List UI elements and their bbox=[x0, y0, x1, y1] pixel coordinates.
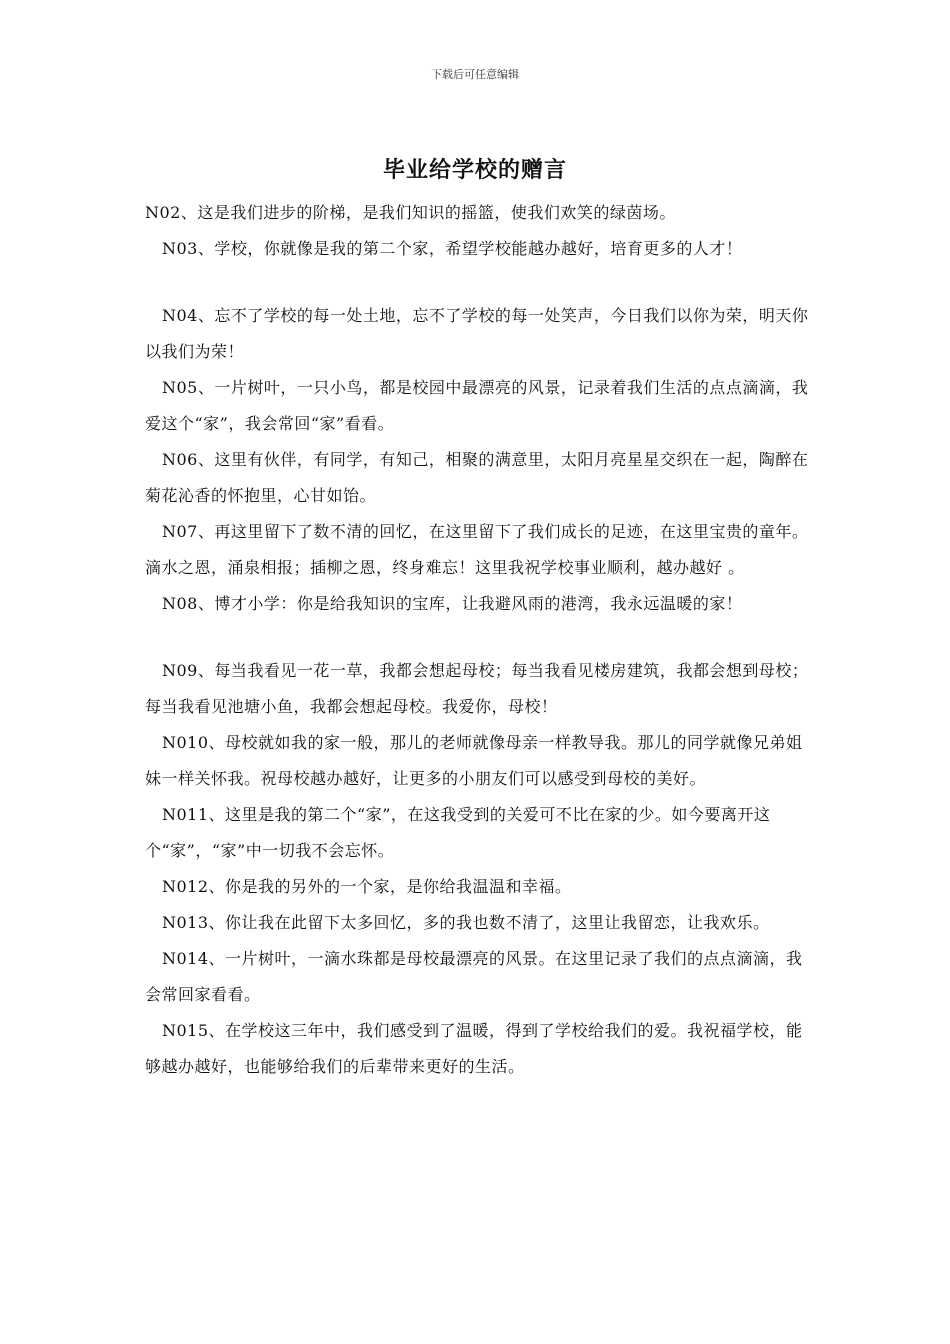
blank-line bbox=[145, 622, 815, 653]
paragraph-n03: N03、学校，你就像是我的第二个家，希望学校能越办越好，培育更多的人才！ bbox=[162, 239, 743, 258]
paragraph-n011: N011、这里是我的第二个“家”，在这我受到的关爱可不比在家的少。如今要离开这个“家”，“家”中一切我不会忘怀。 bbox=[145, 805, 771, 860]
paragraph-n08: N08、博才小学：你是给我知识的宝库，让我避风雨的港湾，我永远温暖的家！ bbox=[162, 594, 743, 613]
paragraph-n013: N013、你让我在此留下太多回忆，多的我也数不清了，这里让我留恋，让我欢乐。 bbox=[162, 913, 770, 932]
paragraph-n04: N04、忘不了学校的每一处土地，忘不了学校的每一处笑声，今日我们以你为荣，明天你以我们为荣！ bbox=[145, 306, 809, 361]
document-title: 毕业给学校的赠言 bbox=[382, 157, 567, 183]
paragraph-n07: N07、再这里留下了数不清的回忆，在这里留下了我们成长的足迹，在这里宝贵的童年。滴水之恩，涌泉相报；插柳之恩，终身难忘！这里我祝学校事业顺利，越办越好 。 bbox=[145, 522, 809, 577]
blank-line bbox=[145, 267, 815, 298]
paragraph-n014: N014、一片树叶，一滴水珠都是母校最漂亮的风景。在这里记录了我们的点点滴滴，我会常回家看看。 bbox=[145, 949, 803, 1004]
page-header-note: 下载后可任意编辑 bbox=[431, 68, 519, 81]
document-body bbox=[145, 195, 815, 1085]
paragraph-n010: N010、母校就如我的家一般，那儿的老师就像母亲一样教导我。那儿的同学就像兄弟姐妹一样关怀我。祝母校越办越好，让更多的小朋友们可以感受到母校的美好。 bbox=[145, 733, 803, 788]
paragraph-n09: N09、每当我看见一花一草，我都会想起母校；每当我看见楼房建筑，我都会想到母校；每当我看见池塘小鱼，我都会想起母校。我爱你，母校！ bbox=[145, 661, 809, 716]
paragraph-n02: N02、这是我们进步的阶梯，是我们知识的摇篮，使我们欢笑的绿茵场。 bbox=[145, 203, 676, 222]
paragraph-n015: N015、在学校这三年中，我们感受到了温暖，得到了学校给我们的爱。我祝福学校，能够越办越好，也能够给我们的后辈带来更好的生活。 bbox=[145, 1021, 803, 1076]
paragraph-n06: N06、这里有伙伴，有同学，有知己，相聚的满意里，太阳月亮星星交织在一起，陶醉在菊花沁香的怀抱里，心甘如饴。 bbox=[145, 450, 809, 505]
paragraph-n012: N012、你是我的另外的一个家，是你给我温温和幸福。 bbox=[162, 877, 572, 896]
paragraph-n05: N05、一片树叶，一只小鸟，都是校园中最漂亮的风景，记录着我们生活的点点滴滴，我爱这个“家”，我会常回“家”看看。 bbox=[145, 378, 809, 433]
